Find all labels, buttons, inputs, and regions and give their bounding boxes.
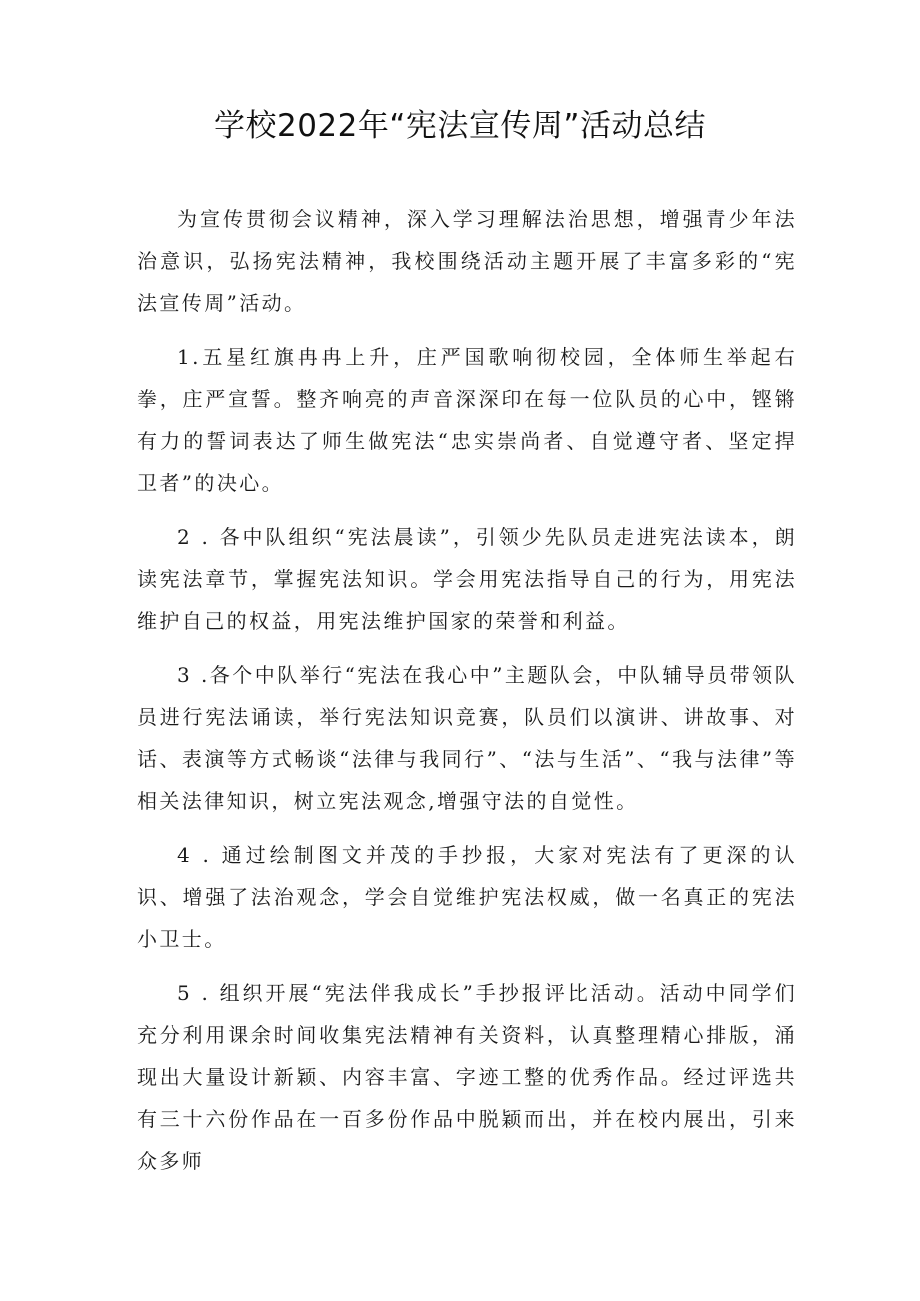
document-body	[137, 198, 797, 1194]
item-4-paragraph: 4 . 通过绘制图文并茂的手抄报，大家对宪法有了更深的认识、增强了法治观念，学会自觉维护宪法权威，做一名真正的宪法小卫士。	[137, 843, 797, 951]
document-title: 学校2022年“宪法宣传周”活动总结	[213, 108, 706, 144]
item-5-paragraph: 5 . 组织开展“宪法伴我成长”手抄报评比活动。活动中同学们充分利用课余时间收集宪法精神有关资料，认真整理精心排版，涌现出大量设计新颖、内容丰富、字迹工整的优秀作品。经过评选共有三十六份作品在一百多份作品中脱颖而出，并在校内展出，引来众多师	[137, 981, 797, 1173]
item-2-paragraph: 2 . 各中队组织“宪法晨读”，引领少先队员走进宪法读本，朗读宪法章节，掌握宪法知识。学会用宪法指导自己的行为，用宪法维护自己的权益，用宪法维护国家的荣誉和利益。	[137, 525, 797, 633]
item-3-paragraph: 3 .各个中队举行“宪法在我心中”主题队会，中队辅导员带领队员进行宪法诵读，举行宪法知识竞赛，队员们以演讲、讲故事、对话、表演等方式畅谈“法律与我同行”、“法与生活”、“我与法律”等相关法律知识，树立宪法观念,增强守法的自觉性。	[137, 663, 797, 813]
item-1-paragraph: 1.五星红旗冉冉上升，庄严国歌响彻校园，全体师生举起右拳，庄严宣誓。整齐响亮的声音深深印在每一位队员的心中，铿锵有力的誓词表达了师生做宪法“忠实崇尚者、自觉遵守者、坚定捍卫者”的决心。	[137, 345, 797, 495]
intro-paragraph: 为宣传贯彻会议精神，深入学习理解法治思想，增强青少年法治意识，弘扬宪法精神，我校围绕活动主题开展了丰富多彩的“宪法宣传周”活动。	[137, 207, 797, 315]
